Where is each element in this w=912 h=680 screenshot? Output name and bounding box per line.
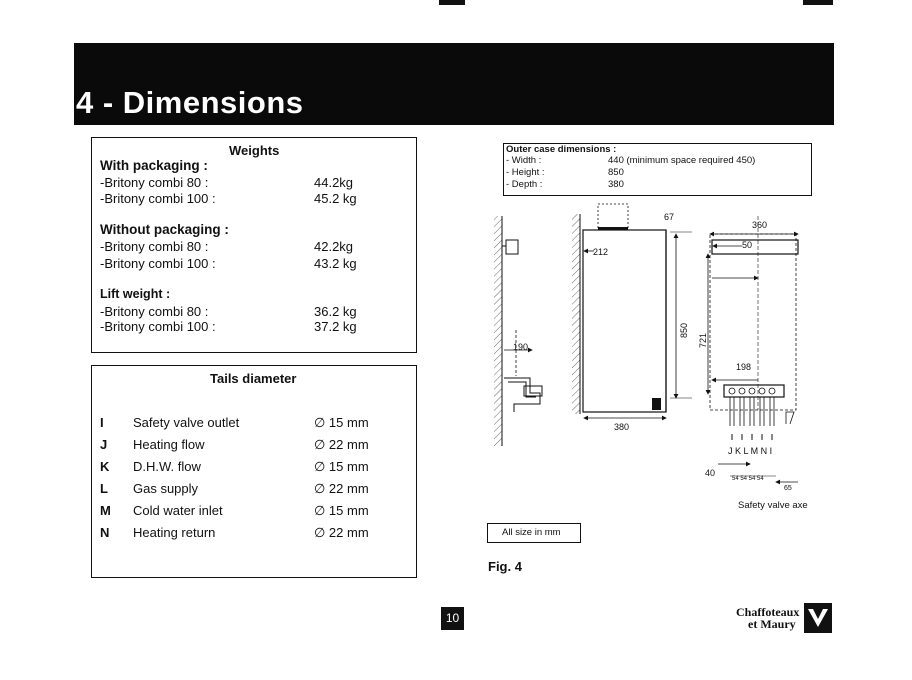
outer-case-width-value: 440 (minimum space required 450)	[608, 155, 756, 166]
dimension-190-label: 190	[513, 342, 529, 352]
without-packaging-row-100: -Britony combi 100 :	[100, 256, 216, 271]
tails-label-m: Cold water inlet	[133, 503, 223, 518]
tails-label-l: Gas supply	[133, 481, 199, 496]
dimension-65-label: 65	[784, 485, 792, 492]
wall-bracket	[502, 240, 518, 254]
brand-logo-icon	[804, 603, 832, 633]
without-packaging-row-80: -Britony combi 80 :	[100, 239, 209, 254]
tails-letter-j: J	[100, 437, 108, 452]
tails-letter-n: N	[100, 525, 110, 540]
dimension-40-label: 40	[705, 468, 716, 478]
with-packaging-row-100: -Britony combi 100 :	[100, 191, 216, 206]
tails-value-k: ∅ 15 mm	[314, 459, 369, 474]
page-number: 10	[441, 607, 464, 630]
without-packaging-value-80: 42.2kg	[314, 239, 354, 254]
top-mark-right	[803, 0, 833, 5]
page-title: 4 - Dimensions	[76, 85, 304, 120]
lift-weight-heading: Lift weight :	[100, 287, 171, 301]
dimension-721-label: 721	[698, 332, 708, 348]
brand-name-line2: et Maury	[748, 617, 796, 631]
lift-weight-row-100: -Britony combi 100 :	[100, 319, 216, 334]
dimension-380-label: 380	[614, 422, 630, 432]
tails-letter-m: M	[100, 503, 111, 518]
top-mark-center	[439, 0, 465, 5]
with-packaging-heading: With packaging :	[100, 158, 208, 173]
safety-valve-label: Safety valve axe	[738, 500, 808, 511]
figure-label: Fig. 4	[488, 559, 522, 574]
front-view	[708, 216, 798, 410]
tails-letter-l: L	[100, 481, 108, 496]
without-packaging-value-100: 43.2 kg	[314, 256, 357, 271]
dimension-198-label: 198	[736, 362, 752, 372]
connector-bar	[724, 385, 794, 440]
dimension-spacing-label: 54 54 54 54	[732, 476, 764, 482]
without-packaging-heading: Without packaging :	[100, 222, 229, 237]
lift-weight-row-80: -Britony combi 80 :	[100, 304, 209, 319]
weights-title: Weights	[229, 143, 280, 158]
side-wall-left	[494, 216, 502, 446]
outer-case-depth-label: - Depth :	[506, 179, 543, 190]
lift-weight-value-100: 37.2 kg	[314, 319, 357, 334]
outer-case-height-value: 850	[608, 167, 624, 178]
tails-letter-i: I	[100, 415, 104, 430]
tails-label-i: Safety valve outlet	[133, 415, 240, 430]
connector-letters: J K L M N I	[728, 446, 773, 456]
dimension-850-label: 850	[679, 322, 689, 338]
with-packaging-value-100: 45.2 kg	[314, 191, 357, 206]
boiler-body	[583, 204, 666, 412]
tails-value-i: ∅ 15 mm	[314, 415, 369, 430]
dimension-67-label: 67	[664, 212, 675, 222]
with-packaging-value-80: 44.2kg	[314, 175, 354, 190]
tails-letter-k: K	[100, 459, 110, 474]
dimension-360-label: 360	[752, 220, 768, 230]
outer-case-height-label: - Height :	[506, 167, 545, 178]
all-size-note: All size in mm	[487, 523, 581, 543]
tails-label-j: Heating flow	[133, 437, 205, 452]
with-packaging-row-80: -Britony combi 80 :	[100, 175, 209, 190]
outer-case-title: Outer case dimensions :	[506, 144, 617, 155]
lift-weight-value-80: 36.2 kg	[314, 304, 357, 319]
tails-label-n: Heating return	[133, 525, 216, 540]
dimension-212-label: 212	[593, 247, 609, 257]
dimension-50-label: 50	[742, 240, 753, 250]
outer-case-width-label: - Width :	[506, 155, 542, 166]
middle-wall	[572, 214, 580, 414]
outer-case-depth-value: 380	[608, 179, 624, 190]
tails-value-m: ∅ 15 mm	[314, 503, 369, 518]
tails-value-l: ∅ 22 mm	[314, 481, 369, 496]
tails-value-j: ∅ 22 mm	[314, 437, 369, 452]
brand-name-line1: Chaffoteaux	[736, 605, 800, 619]
tails-diameter-title: Tails diameter	[210, 371, 297, 386]
tails-value-n: ∅ 22 mm	[314, 525, 369, 540]
dimension-drawing	[480, 198, 825, 518]
tails-label-k: D.H.W. flow	[133, 459, 201, 474]
